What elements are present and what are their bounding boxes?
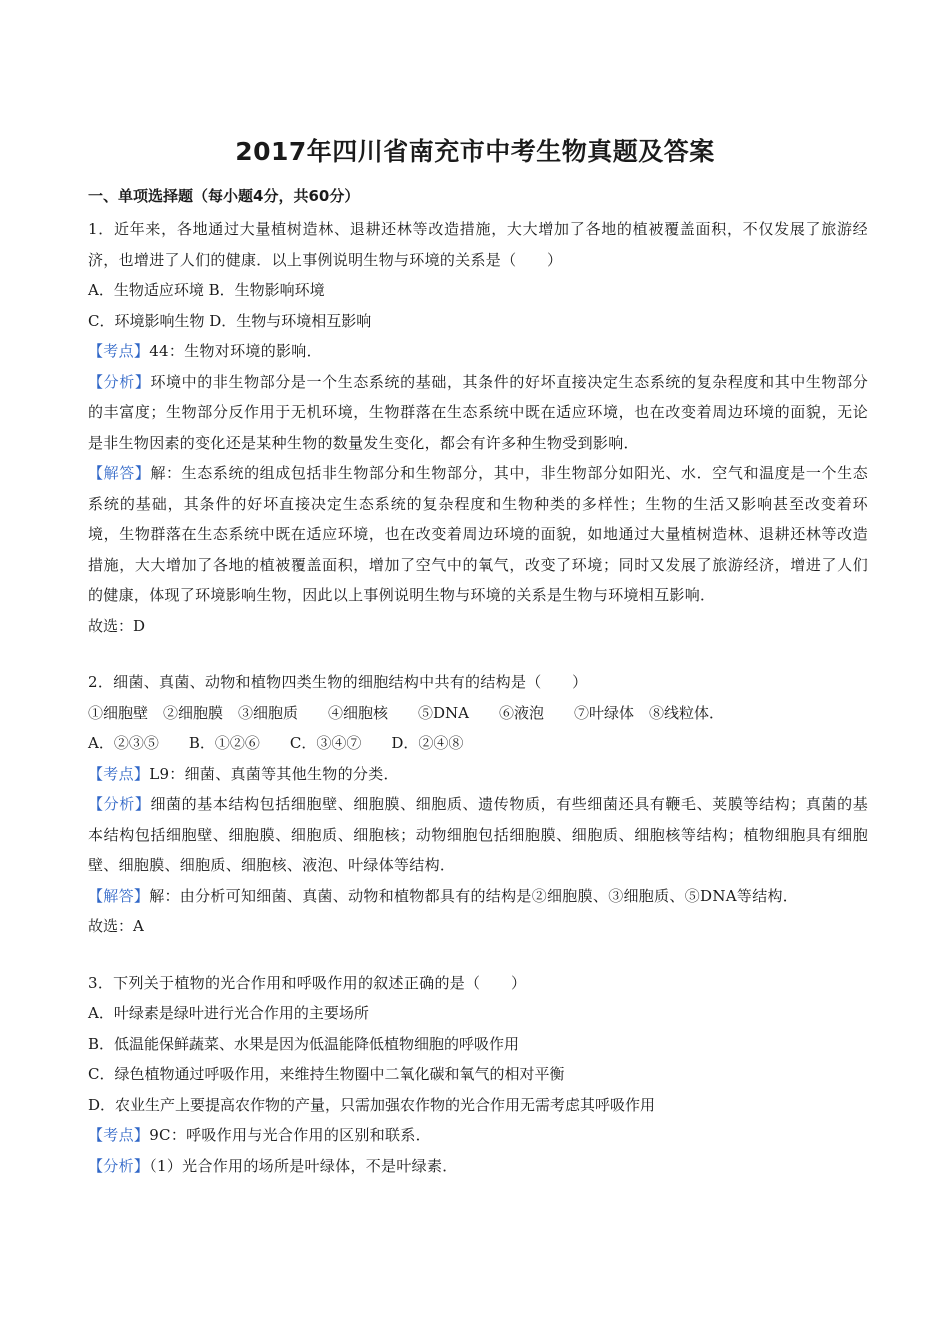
- spacer: [88, 942, 868, 968]
- items-line: ①细胞壁 ②细胞膜 ③细胞质 ④细胞核 ⑤DNA ⑥液泡 ⑦叶绿体 ⑧线粒体．: [88, 703, 724, 722]
- jieda-tag: 【解答】: [88, 464, 151, 482]
- fenxi-block: [88, 789, 868, 881]
- fenxi-block: [88, 367, 868, 459]
- kaodian-block: [88, 759, 868, 790]
- fenxi-tag: 【分析】: [88, 372, 151, 391]
- question-2: [88, 667, 868, 942]
- kaodian-block: [88, 336, 868, 367]
- kaodian-tag: 【考点】: [88, 342, 150, 360]
- question-stem: 2．细菌、真菌、动物和植物四类生物的细胞结构中共有的结构是（ ）: [88, 673, 588, 691]
- kaodian-block: [88, 1120, 868, 1151]
- fenxi-text: （1）光合作用的场所是叶绿体，不是叶绿素．: [149, 1156, 458, 1175]
- jieda-text: 解：生态系统的组成包括非生物部分和生物部分，其中，非生物部分如阳光、水．空气和温度是一个生态系统的基础，其条件的好坏直接决定生态系统的复杂程度和生物种类的多样性；生物的生活又影响甚至改变着环境，生物群落在生态系统中既在适应环境，也在改变着周边环境的面貌，如地通过大量植树造林、退耕还林等改造措施，大大增加了各地的植被覆盖面积，增加了空气中的氧气，改变了环境；同时又发展了旅游经济，增进了人们的健康，体现了环境影响生物，因此以上事例说明生物与环境的关系是生物与环境相互影响．: [88, 464, 869, 604]
- option-line: D．农业生产上要提高农作物的产量，只需加强农作物的光合作用无需考虑其呼吸作用: [88, 1095, 656, 1114]
- fenxi-tag: 【分析】: [88, 795, 151, 813]
- kaodian-text: L9：细菌、真菌等其他生物的分类．: [149, 764, 399, 783]
- jieda-text: 解：由分析可知细菌、真菌、动物和植物都具有的结构是②细胞膜、③细胞质、⑤DNA等结构．: [149, 886, 799, 905]
- fenxi-block: [88, 1151, 868, 1182]
- option-line: A．②③⑤ B．①②⑥ C．③④⑦ D．②④⑧: [88, 734, 464, 752]
- option-line: A．生物适应环境 B．生物影响环境: [88, 281, 325, 299]
- kaodian-tag: 【考点】: [88, 764, 150, 783]
- fenxi-tag: 【分析】: [88, 1156, 150, 1175]
- option-line: B．低温能保鲜蔬菜、水果是因为低温能降低植物细胞的呼吸作用: [88, 1034, 520, 1053]
- document-body: [88, 184, 868, 1181]
- option-line: C．绿色植物通过呼吸作用，来维持生物圈中二氧化碳和氧气的相对平衡: [88, 1065, 565, 1083]
- page-title: 2017年四川省南充市中考生物真题及答案: [235, 137, 715, 166]
- kaodian-text: 44：生物对环境的影响．: [149, 342, 322, 360]
- answer-line: 故选：D: [88, 616, 146, 635]
- section-heading: 一、单项选择题（每小题4分，共60分）: [88, 187, 360, 205]
- answer-line: 故选：A: [88, 917, 144, 935]
- question-stem: 1．近年来，各地通过大量植树造林、退耕还林等改造措施，大大增加了各地的植被覆盖面积，不仅发展了旅游经济，也增进了人们的健康．以上事例说明生物与环境的关系是（ ）: [88, 220, 868, 269]
- option-line: A．叶绿素是绿叶进行光合作用的主要场所: [88, 1004, 369, 1022]
- jieda-block: [88, 458, 868, 611]
- option-line: C．环境影响生物 D．生物与环境相互影响: [88, 311, 372, 330]
- question-1: [88, 214, 868, 641]
- kaodian-text: 9C：呼吸作用与光合作用的区别和联系．: [149, 1126, 431, 1144]
- kaodian-tag: 【考点】: [88, 1126, 150, 1144]
- spacer: [88, 641, 868, 667]
- fenxi-text: 环境中的非生物部分是一个生态系统的基础，其条件的好坏直接决定生态系统的复杂程度和其中生物部分的丰富度；生物部分反作用于无机环境，生物群落在生态系统中既在适应环境，也在改变着周边环境的面貌，无论是非生物因素的变化还是某种生物的数量发生变化，都会有许多种生物受到影响．: [88, 372, 869, 452]
- jieda-block: [88, 881, 868, 912]
- jieda-tag: 【解答】: [88, 886, 150, 905]
- question-stem: 3．下列关于植物的光合作用和呼吸作用的叙述正确的是（ ）: [88, 973, 527, 992]
- fenxi-text: 细菌的基本结构包括细胞壁、细胞膜、细胞质、遗传物质，有些细菌还具有鞭毛、荚膜等结构；真菌的基本结构包括细胞壁、细胞膜、细胞质、细胞核；动物细胞包括细胞膜、细胞质、细胞核等结构；植物细胞具有细胞壁、细胞膜、细胞质、细胞核、液泡、叶绿体等结构．: [88, 795, 869, 874]
- question-3: [88, 968, 868, 1182]
